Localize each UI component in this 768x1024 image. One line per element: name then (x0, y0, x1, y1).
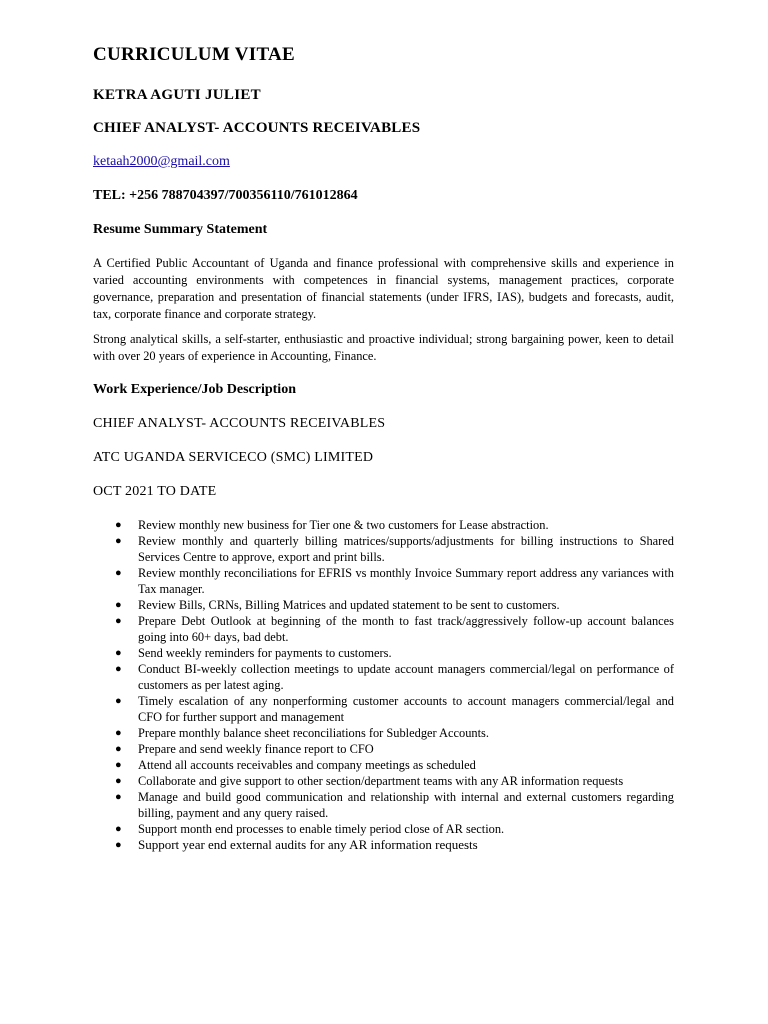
duty-text: Attend all accounts receivables and company meetings as scheduled (138, 758, 476, 772)
duty-item (93, 645, 674, 661)
bullet-icon: ● (115, 663, 122, 675)
bullet-icon: ● (115, 535, 122, 547)
duty-item (93, 725, 674, 741)
duty-item (93, 837, 674, 853)
duty-text: Review monthly and quarterly billing matrices/supports/adjustments for billing instructions to Shared Services Centre to approve, export and print bills. (138, 534, 674, 564)
summary-heading: Resume Summary Statement (93, 222, 268, 237)
candidate-name: KETRA AGUTI JULIET (93, 87, 261, 103)
bullet-icon: ● (115, 695, 122, 707)
duty-text: Review Bills, CRNs, Billing Matrices and updated statement to be sent to customers. (138, 598, 560, 612)
duty-item (93, 693, 674, 725)
bullet-icon: ● (115, 791, 122, 803)
duty-text: Prepare Debt Outlook at beginning of the month to fast track/aggressively follow-up account balances going into 60+ days, bad debt. (138, 614, 674, 644)
work-experience-heading: Work Experience/Job Description (93, 382, 296, 397)
duty-item (93, 757, 674, 773)
duty-text: Review monthly reconciliations for EFRIS vs monthly Invoice Summary report address any variances with Tax manager. (138, 566, 674, 596)
duty-item (93, 597, 674, 613)
document-title: CURRICULUM VITAE (93, 44, 296, 65)
duty-text: Review monthly new business for Tier one & two customers for Lease abstraction. (138, 518, 549, 532)
email-link[interactable]: ketaah2000@gmail.com (93, 154, 230, 169)
duties-list (93, 517, 674, 853)
duty-item (93, 741, 674, 757)
duty-item (93, 517, 674, 533)
bullet-icon: ● (115, 727, 122, 739)
duty-text: Send weekly reminders for payments to customers. (138, 646, 392, 660)
duty-item (93, 773, 674, 789)
duty-text: Support year end external audits for any AR information requests (138, 837, 478, 852)
bullet-icon: ● (115, 775, 122, 787)
duty-item (93, 661, 674, 693)
telephone-numbers: TEL: +256 788704397/700356110/761012864 (93, 188, 358, 203)
summary-paragraph: Strong analytical skills, a self-starter, enthusiastic and proactive individual; strong bargaining power, keen to detail with over 20 years of experience in Accounting, Finance. (93, 332, 674, 363)
duty-text: Collaborate and give support to other section/department teams with any AR information requests (138, 774, 624, 788)
duty-item (93, 789, 674, 821)
duty-text: Conduct BI-weekly collection meetings to update account managers commercial/legal on performance of customers as per latest aging. (138, 662, 674, 692)
bullet-icon: ● (115, 599, 122, 611)
bullet-icon: ● (115, 519, 122, 531)
company-name: ATC UGANDA SERVICECO (SMC) LIMITED (93, 450, 374, 465)
duty-text: Support month end processes to enable timely period close of AR section. (138, 822, 505, 836)
bullet-icon: ● (115, 647, 122, 659)
bullet-icon: ● (115, 567, 122, 579)
job-title: CHIEF ANALYST- ACCOUNTS RECEIVABLES (93, 416, 386, 431)
duty-text: Prepare and send weekly finance report to CFO (138, 742, 374, 756)
duty-item (93, 533, 674, 565)
bullet-icon: ● (115, 743, 122, 755)
bullet-icon: ● (115, 823, 122, 835)
duty-text: Manage and build good communication and relationship with internal and external customers regarding billing, payment and any query raised. (138, 790, 674, 820)
duty-item (93, 613, 674, 645)
bullet-icon: ● (115, 839, 122, 851)
duty-item (93, 821, 674, 837)
bullet-icon: ● (115, 759, 122, 771)
duty-item (93, 565, 674, 597)
bullet-icon: ● (115, 615, 122, 627)
candidate-role: CHIEF ANALYST- ACCOUNTS RECEIVABLES (93, 120, 421, 136)
duty-text: Timely escalation of any nonperforming customer accounts to account managers commercial/legal and CFO for further support and management (138, 694, 674, 724)
duty-text: Prepare monthly balance sheet reconciliations for Subledger Accounts. (138, 726, 489, 740)
employment-period: OCT 2021 TO DATE (93, 484, 217, 499)
summary-paragraph: A Certified Public Accountant of Uganda and finance professional with comprehensive skills and experience in varied accounting environments with competences in financial systems, management practices, corporate governance, preparation and presentation of financial statements (under IFRS, IAS), budgets and forecasts, audit, tax, corporate finance and corporate strategy. (93, 256, 674, 321)
